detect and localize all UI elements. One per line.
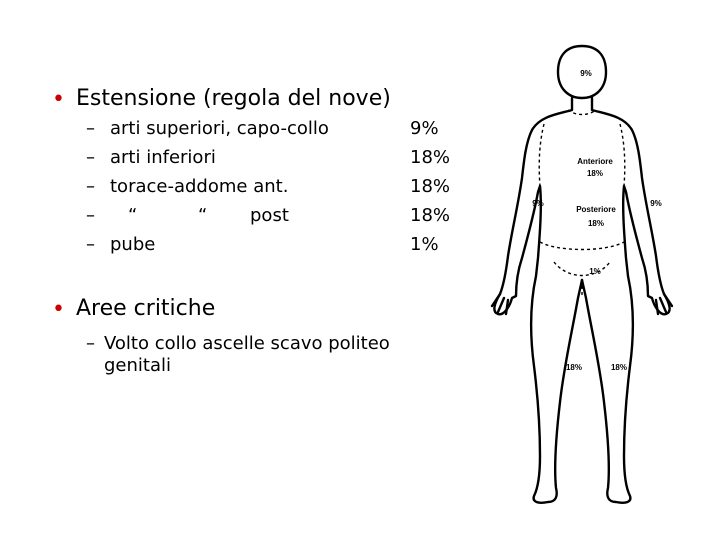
item-ditto-mark-1: “ (128, 205, 138, 226)
label-right-leg-pct: 18% (610, 363, 628, 372)
bullet-estensione: • (52, 87, 65, 112)
body-diagram (478, 36, 686, 520)
dash-4: – (86, 205, 95, 226)
label-anteriore-pct: 18% (586, 169, 604, 178)
label-left-leg-pct: 18% (565, 363, 583, 372)
value-torace-addome: 18% (410, 176, 451, 197)
bullet-aree-critiche: • (52, 297, 65, 322)
value-arti-superiori: 9% (410, 118, 439, 139)
label-left-arm-pct: 9% (532, 199, 544, 208)
dash-1: – (86, 118, 95, 139)
item-torace-addome: torace-addome ant. (110, 176, 289, 197)
value-post: 18% (410, 205, 451, 226)
body-outline-drawing (478, 36, 686, 520)
dash-3: – (86, 176, 95, 197)
item-arti-inferiori: arti inferiori (110, 147, 216, 168)
label-posteriore-pct: 18% (587, 219, 605, 228)
label-pubis-pct: 1% (589, 267, 601, 276)
label-right-arm-pct: 9% (650, 199, 662, 208)
value-arti-inferiori: 18% (410, 147, 451, 168)
dash-2: – (86, 147, 95, 168)
item-ditto-mark-2: “ (198, 205, 208, 226)
heading-estensione: Estensione (regola del nove) (76, 86, 391, 111)
label-anteriore: Anteriore (577, 157, 613, 166)
dash-6: – (86, 333, 95, 354)
value-pube: 1% (410, 234, 439, 255)
aree-critiche-line-1: Volto collo ascelle scavo politeo (104, 333, 390, 354)
item-pube: pube (110, 234, 156, 255)
label-head-pct: 9% (580, 69, 592, 78)
aree-critiche-line-2: genitali (104, 355, 171, 376)
item-post: post (250, 205, 289, 226)
label-posteriore: Posteriore (576, 205, 616, 214)
dash-5: – (86, 234, 95, 255)
heading-aree-critiche: Aree critiche (76, 296, 216, 321)
item-arti-superiori: arti superiori, capo-collo (110, 118, 329, 139)
